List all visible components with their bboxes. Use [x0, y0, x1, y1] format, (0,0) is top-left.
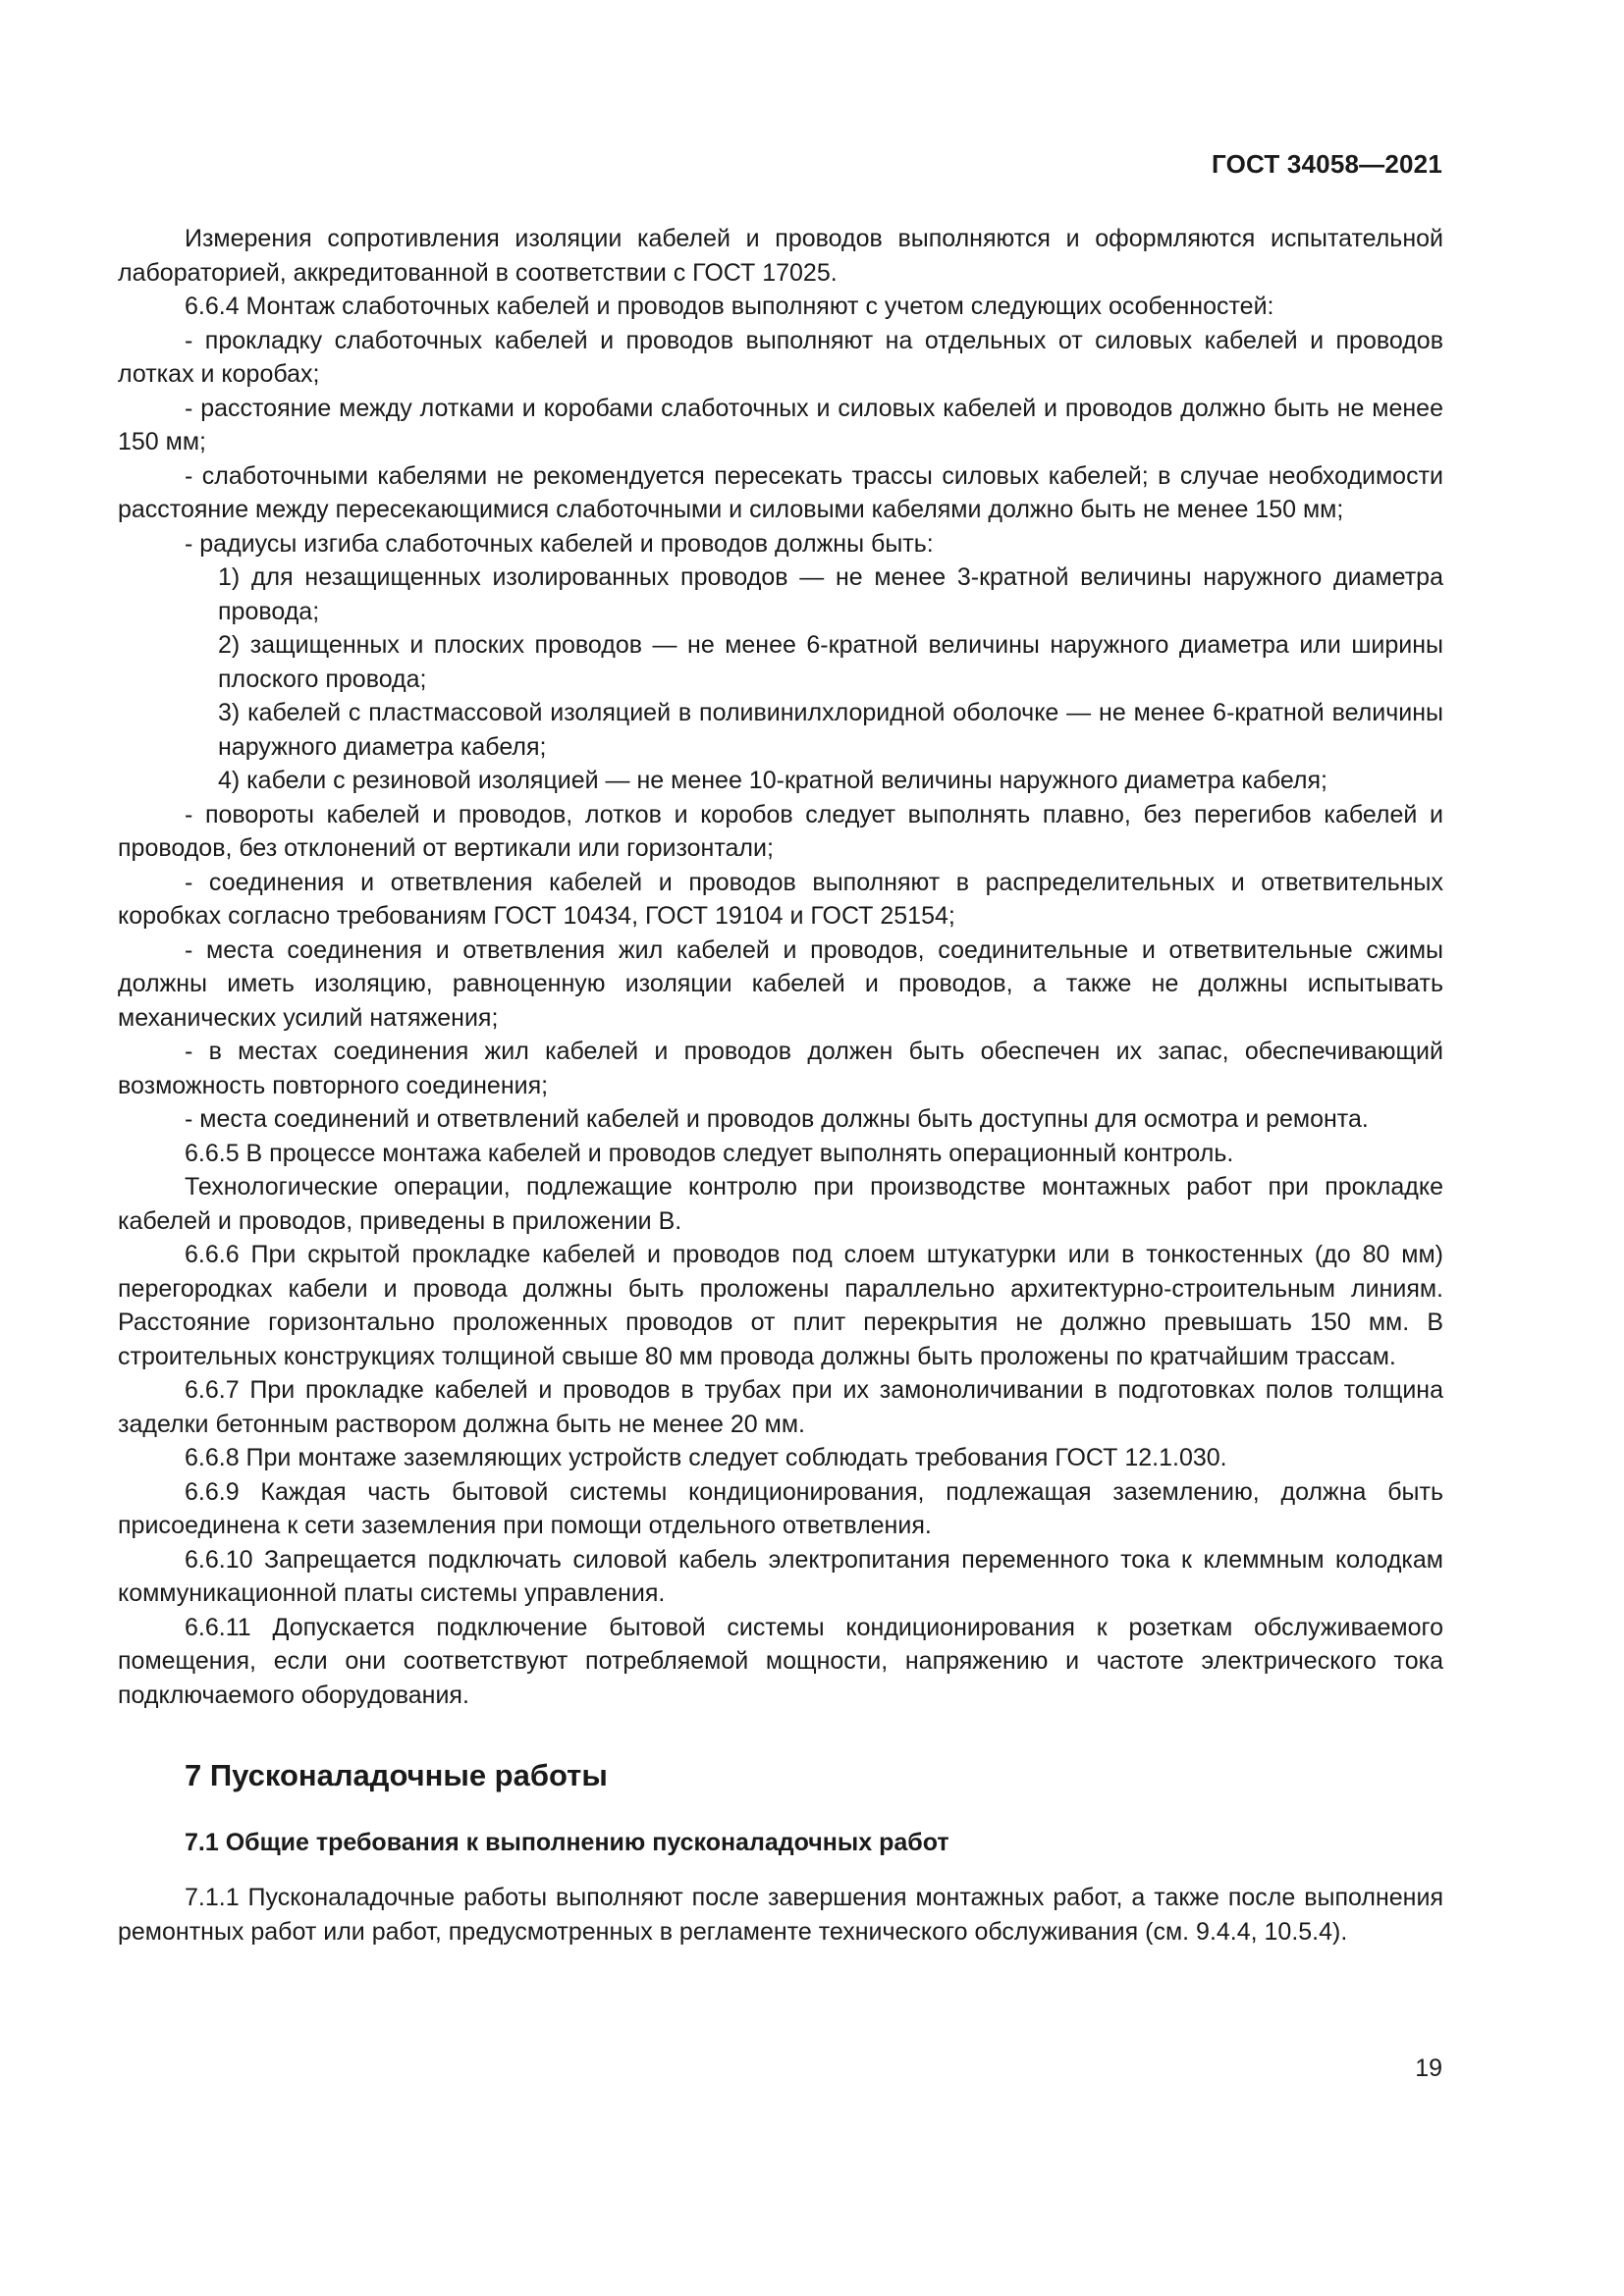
- list-item: - соединения и ответвления кабелей и проводов выполняют в распределительных и ответвительных коробках согласно требованиям ГОСТ 10434, ГОСТ 19104 и ГОСТ 25154;: [118, 868, 1443, 930]
- list-item: - повороты кабелей и проводов, лотков и коробов следует выполнять плавно, без перегибов кабелей и проводов, без отклонений от вертикали или горизонтали;: [118, 800, 1443, 862]
- sub-list-item: 3) кабелей с пластмассовой изоляцией в поливинилхлоридной оболочке — не менее 6-кратной величины наружного диаметра кабеля;: [218, 699, 1443, 761]
- clause-6-6-4: 6.6.4 Монтаж слаботочных кабелей и проводов выполняют с учетом следующих особенностей:: [185, 293, 1274, 320]
- clause-6-6-10: 6.6.10 Запрещается подключать силовой кабель электропитания переменного тока к клеммным колодкам коммуникационной платы системы управления.: [118, 1545, 1443, 1607]
- clause-6-6-7: 6.6.7 При прокладке кабелей и проводов в трубах при их замоноличивании в подготовках полов толщина заделки бетонным раствором должна быть не менее 20 мм.: [118, 1376, 1443, 1438]
- section-heading: 7 Пусконаладочные работы: [185, 1758, 608, 1792]
- list-item: - радиусы изгиба слаботочных кабелей и проводов должны быть:: [185, 529, 934, 558]
- page-number: 19: [1415, 2055, 1442, 2082]
- main-content: [118, 222, 1443, 1949]
- clause-6-6-9: 6.6.9 Каждая часть бытовой системы кондиционирования, подлежащая заземлению, должна быть присоединена к сети заземления при помощи отдельного ответвления.: [118, 1477, 1443, 1539]
- list-item: - прокладку слаботочных кабелей и проводов выполняют на отдельных от силовых кабелей и проводов лотках и коробах;: [118, 326, 1443, 388]
- clause-6-6-5: 6.6.5 В процессе монтажа кабелей и проводов следует выполнять операционный контроль.: [185, 1139, 1234, 1167]
- sub-list-item: 2) защищенных и плоских проводов — не менее 6-кратной величины наружного диаметра или ширины плоского провода;: [218, 631, 1443, 693]
- sub-list-item: 4) кабели с резиновой изоляцией — не менее 10-кратной величины наружного диаметра кабеля;: [218, 767, 1328, 794]
- paragraph: Измерения сопротивления изоляции кабелей и проводов выполняются и оформляются испытательной лабораторией, аккредитованной в соответствии с ГОСТ 17025.: [118, 225, 1443, 287]
- list-item: - расстояние между лотками и коробами слаботочных и силовых кабелей и проводов должно быть не менее 150 мм;: [118, 394, 1443, 455]
- paragraph: Технологические операции, подлежащие контролю при производстве монтажных работ при прокладке кабелей и проводов, приведены в приложении В.: [118, 1173, 1443, 1235]
- clause-6-6-6: 6.6.6 При скрытой прокладке кабелей и проводов под слоем штукатурки или в тонкостенных (до 80 мм) перегородках кабели и провода должны быть проложены параллельно архитектурно-строительным линиям. Расстояние горизонтально проложенных проводов от плит перекрытия не должно превышать 150 мм. В строительных конструкциях толщиной свыше 80 мм провода должны быть проложены по кратчайшим трассам.: [118, 1241, 1443, 1370]
- list-item: - слаботочными кабелями не рекомендуется пересекать трассы силовых кабелей; в случае необходимости расстояние между пересекающимися слаботочными и силовыми кабелями должно быть не менее 150 мм;: [118, 461, 1443, 523]
- sub-list-item: 1) для незащищенных изолированных проводов — не менее 3-кратной величины наружного диаметра провода;: [218, 563, 1443, 625]
- subsection-heading: 7.1 Общие требования к выполнению пусконаладочных работ: [185, 1829, 949, 1856]
- list-item: - в местах соединения жил кабелей и проводов должен быть обеспечен их запас, обеспечивающий возможность повторного соединения;: [118, 1038, 1443, 1099]
- clause-6-6-8: 6.6.8 При монтаже заземляющих устройств следует соблюдать требования ГОСТ 12.1.030.: [185, 1444, 1227, 1471]
- document-code-header: ГОСТ 34058—2021: [1212, 149, 1442, 179]
- clause-6-6-11: 6.6.11 Допускается подключение бытовой системы кондиционирования к розеткам обслуживаемого помещения, если они соответствуют потребляемой мощности, напряжению и частоте электрического тока подключаемого оборудования.: [118, 1613, 1443, 1709]
- clause-7-1-1: 7.1.1 Пусконаладочные работы выполняют после завершения монтажных работ, а также после выполнения ремонтных работ или работ, предусмотренных в регламенте технического обслуживания (см. 9.4.4, 10.5.4).: [118, 1884, 1443, 1946]
- list-item: - места соединений и ответвлений кабелей и проводов должны быть доступны для осмотра и ремонта.: [185, 1105, 1369, 1133]
- list-item: - места соединения и ответвления жил кабелей и проводов, соединительные и ответвительные сжимы должны иметь изоляцию, равноценную изоляции кабелей и проводов, а также не должны испытывать механических усилий натяжения;: [118, 935, 1443, 1032]
